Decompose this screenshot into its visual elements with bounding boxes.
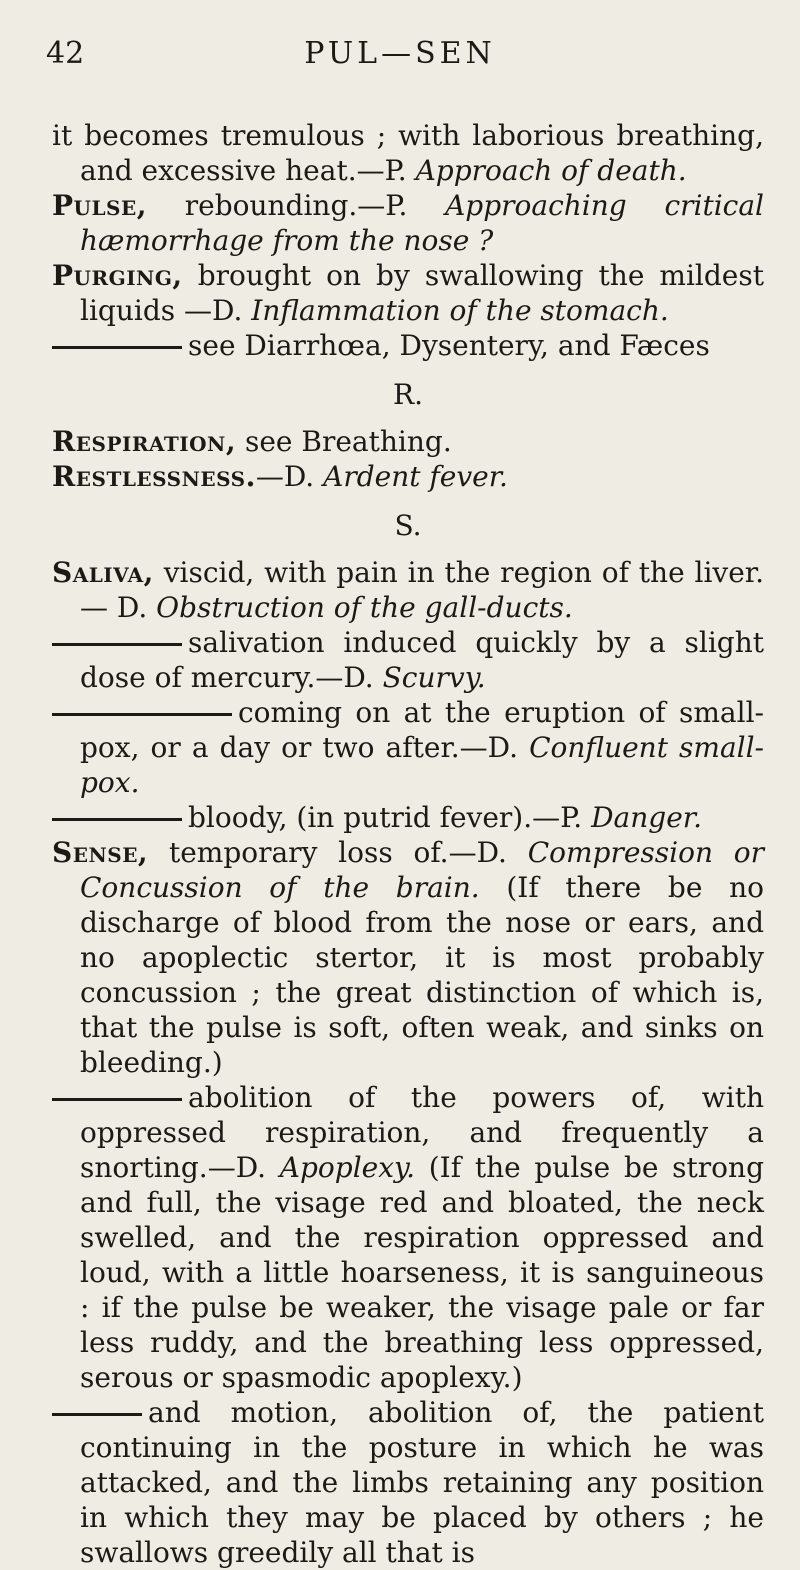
entry-diagnosis: Approaching critical hæmorrhage from the nose ? <box>80 189 765 257</box>
entry-text: abolition of the powers of, with oppressed respiration, and frequently a snorting.—D. <box>80 1081 764 1184</box>
dictionary-entry <box>52 800 764 835</box>
ditto-dash <box>52 643 182 646</box>
section-s <box>52 555 764 1570</box>
entry-text: viscid, with pain in the region of the liver.— D. <box>80 556 764 624</box>
entry-text: bloody, (in putrid fever).—P. <box>188 801 592 834</box>
ditto-dash <box>52 346 182 349</box>
ditto-dash <box>52 1098 182 1101</box>
section-letter-r: R. <box>393 378 423 411</box>
entry-text: and motion, abolition of, the patient continuing in the posture in which he was attacked, and the limbs retaining any position in which they may be placed by others ; he swallows greedily all that is <box>80 1396 764 1569</box>
entry-text: brought on by swallowing the mildest liquids —D. <box>80 259 764 327</box>
entry-note: (If the pulse be strong and full, the visage red and bloated, the neck swelled, and the respiration oppressed and loud, with a little hoarseness, it is sanguineous : if the pulse be weaker, the visage pale or far less ruddy, and the breathing less oppressed, serous or spasmodic apoplexy.) <box>80 1151 764 1394</box>
dictionary-entry <box>52 459 764 494</box>
page-number: 42 <box>46 36 85 71</box>
ditto-dash <box>52 713 232 716</box>
entry-headword: Sense, <box>52 836 149 869</box>
page-body <box>52 118 764 1570</box>
entry-diagnosis: Ardent fever. <box>323 460 508 493</box>
dictionary-entry <box>52 424 764 459</box>
entry-diagnosis: Compression or Concussion of the brain. <box>80 836 765 904</box>
dictionary-entry <box>52 835 764 1080</box>
entry-text: it becomes tremulous ; with laborious breathing, and excessive heat.—P. <box>52 119 764 187</box>
entry-headword: Saliva, <box>52 556 154 589</box>
entry-diagnosis: Danger. <box>591 801 702 834</box>
entry-text: rebounding.—P. <box>147 189 446 222</box>
entry-headword: Restlessness. <box>52 460 256 493</box>
entry-note: (If there be no discharge of blood from the nose or ears, and no apoplectic stertor, it is most probably concussion ; the great distinction of which is, that the pulse is soft, often weak, and sinks on bleeding.) <box>80 871 764 1079</box>
dictionary-entry <box>52 188 764 258</box>
entry-diagnosis: Confluent small-pox. <box>80 731 765 799</box>
dictionary-entry <box>52 1080 764 1395</box>
entry-diagnosis: Apoplexy. <box>279 1151 416 1184</box>
entry-diagnosis: Inflammation of the stomach. <box>251 294 669 327</box>
entry-text: —D. <box>255 460 324 493</box>
section-p <box>52 118 764 363</box>
entry-diagnosis: Obstruction of the gall-ducts. <box>156 591 573 624</box>
entry-text: see Diarrhœa, Dysentery, and Fæces <box>188 329 710 362</box>
section-letter-s: S. <box>394 509 422 542</box>
ditto-dash <box>52 818 182 821</box>
entry-diagnosis: Approach of death. <box>415 154 687 187</box>
entry-diagnosis: Scurvy. <box>382 661 486 694</box>
section-r <box>52 424 764 494</box>
dictionary-entry <box>52 555 764 625</box>
dictionary-entry <box>52 328 764 363</box>
dictionary-entry <box>52 695 764 800</box>
entry-text: salivation induced quickly by a slight dose of mercury.—D. <box>80 626 764 694</box>
entry-text: temporary loss of.—D. <box>148 836 528 869</box>
dictionary-entry <box>52 1395 764 1570</box>
dictionary-entry <box>52 118 764 188</box>
entry-headword: Pulse, <box>52 189 147 222</box>
entry-headword: Purging, <box>52 259 183 292</box>
ditto-dash <box>52 1413 142 1416</box>
entry-text: see Breathing. <box>236 425 452 458</box>
entry-headword: Respiration, <box>52 425 237 458</box>
entry-text: coming on at the eruption of small-pox, or a day or two after.—D. <box>80 696 764 764</box>
dictionary-entry <box>52 258 764 328</box>
dictionary-entry <box>52 625 764 695</box>
running-title: PUL—SEN <box>304 36 496 71</box>
page-header <box>0 36 800 76</box>
